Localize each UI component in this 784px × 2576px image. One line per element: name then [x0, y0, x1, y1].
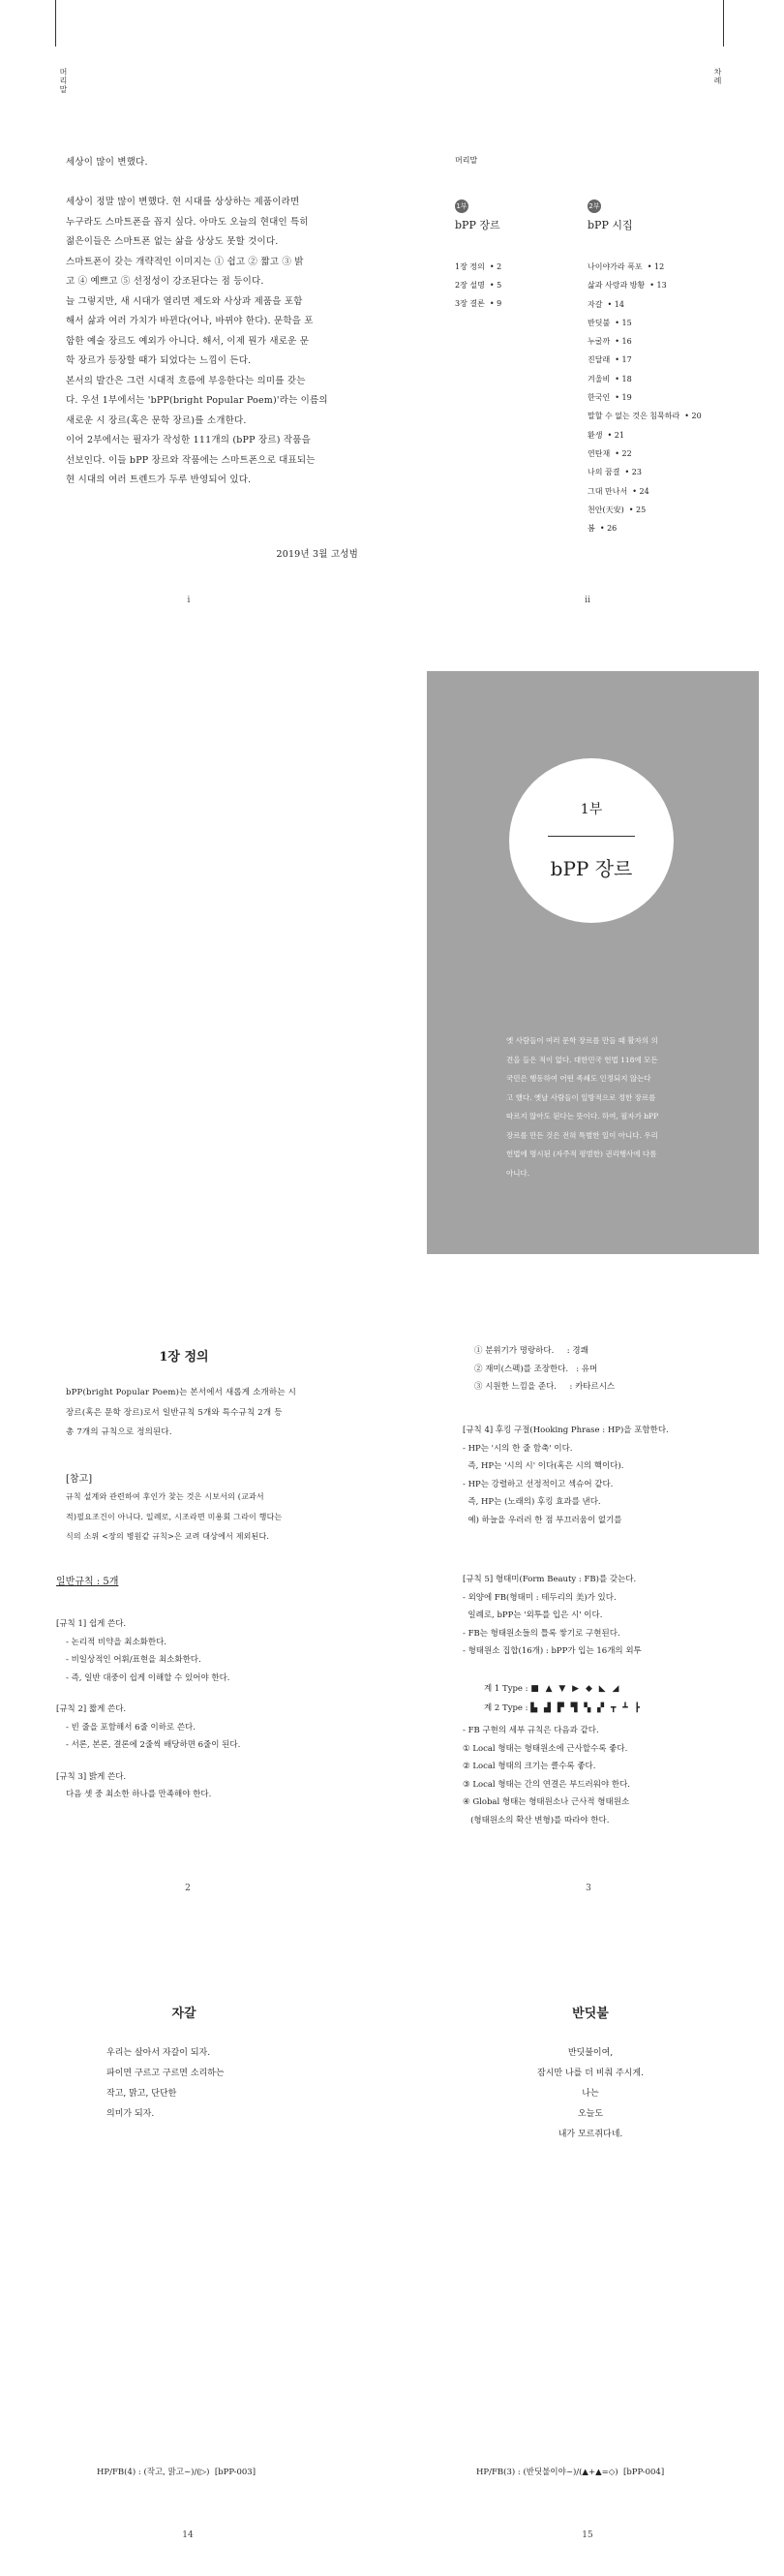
poem-line: 나는 — [582, 2089, 599, 2099]
rule-line: 예) 하늘을 우러러 한 점 부끄러움이 없기를 — [463, 1515, 622, 1525]
rule-spacer — [56, 1687, 376, 1701]
note-line: 적)필요조건이 아니다. 일례로, 시조라면 미용회 그라이 행다는 — [66, 1512, 283, 1521]
preface-line: 고 ④ 예쁘고 ⑤ 선정성이 강조된다는 점 등이다. — [66, 276, 264, 287]
poem-line: 잠시만 나를 더 비춰 주시게. — [537, 2069, 644, 2078]
toc-item: 반딧불 • 15 — [588, 318, 632, 327]
toc-part1-list — [455, 258, 501, 313]
rule-line: [규칙 4] 후킹 구절(Hooking Phrase : HP)을 포함한다. — [463, 1426, 669, 1435]
preface-line: 본서의 발간은 그런 시대적 흐름에 부응한다는 의미를 갖는 — [66, 375, 306, 386]
rule-line: - 비일상적인 어휘/표현을 최소화한다. — [66, 1655, 201, 1665]
poem-line: 우리는 살아서 자갈이 되자. — [106, 2048, 211, 2058]
preface-line: 스마트폰이 갖는 개략적인 이미지는 ① 쉽고 ② 짧고 ③ 밝 — [66, 256, 304, 267]
fb-rules — [463, 1722, 630, 1829]
rule-line: 즉, HP는 '시의 시' 이다(혹은 시의 핵이다). — [463, 1461, 624, 1471]
rule-head: [규칙 1] 쉽게 쓴다. — [56, 1619, 127, 1629]
preface-text — [66, 153, 385, 491]
toc-item: 환생 • 21 — [588, 430, 624, 440]
preface-line: 누구라도 스마트폰을 꼽지 싶다. 아마도 오늘의 현대인 특히 — [66, 216, 309, 228]
poem-line: 파이면 구르고 구르면 소리하는 — [106, 2069, 225, 2078]
rule-item: ① 분위기가 명랑하다. : 경쾌 — [474, 1346, 588, 1356]
page-number-3: 3 — [586, 1884, 591, 1893]
intro-line: 헌법에 명시된 (자주적 평범한) 권리행사에 다름 — [506, 1150, 657, 1158]
page-number-i: i — [187, 596, 191, 605]
poem-jagal-lines — [106, 2043, 225, 2125]
part-title: bPP 장르 — [550, 857, 633, 880]
toc-item: 2장 설명 • 5 — [455, 281, 502, 290]
toc-item: 나이야가라 폭포 • 12 — [588, 262, 665, 271]
intro-line: 옛 사람들이 여러 문학 장르를 만들 때 활자의 의 — [506, 1036, 658, 1045]
part-label: 1부 — [580, 802, 603, 817]
note-head: [참고] — [66, 1474, 93, 1485]
toc-item: 나의 꿈결 • 23 — [588, 468, 642, 477]
general-rules-head: 일반규칙 : 5개 — [56, 1577, 119, 1587]
rule-spacer — [56, 1755, 376, 1768]
part2-title: bPP 시집 — [588, 219, 633, 231]
part-divider-panel — [427, 671, 759, 1254]
note-body — [66, 1487, 385, 1548]
preface-line: 이어 2부에서는 필자가 작성한 111개의 (bPP 장르) 작품을 — [66, 435, 311, 445]
toc-header: 머리말 — [455, 156, 478, 165]
rule-spacer — [56, 1804, 376, 1818]
page-number-2: 2 — [185, 1884, 191, 1893]
rule-line: - 서론, 본론, 결론에 2줄씩 배당하면 6줄이 된다. — [66, 1740, 241, 1750]
intro-line: bPP(bright Popular Poem)는 본서에서 새롭게 소개하는 시 — [66, 1388, 297, 1397]
type2-label: 계 2 Type : — [484, 1703, 528, 1713]
rule-line: 다음 셋 중 최소한 하나를 만족해야 한다. — [66, 1790, 212, 1799]
toc-item: 자갈 • 14 — [588, 299, 624, 309]
rule-line: [규칙 5] 형태미(Form Beauty : FB)를 갖는다. — [463, 1575, 637, 1584]
toc-item: 말할 수 없는 것은 침묵하라 • 20 — [588, 412, 702, 421]
part1-title: bPP 장르 — [455, 219, 500, 231]
poem-title-jagal: 자갈 — [171, 2007, 196, 2021]
intro-line: 총 7개의 규칙으로 정의된다. — [66, 1427, 172, 1437]
rule-line: - FB 구현의 세부 규칙은 다음과 같다. — [463, 1726, 599, 1735]
rules-list — [56, 1615, 376, 1818]
left-page-edge-line — [55, 0, 56, 46]
preface-line: 세상이 정말 많이 변했다. 현 시대를 상상하는 제품이라면 — [66, 197, 300, 207]
toc-part1 — [455, 194, 500, 232]
poem-bandibul-lines — [494, 2043, 687, 2145]
type2-shapes: ▙ ▟ ▛ ▜ ▚ ▞ ┳ ┻ ┣ — [530, 1703, 642, 1713]
rule-line: 즉, HP는 (노래의) 후킹 효과를 낸다. — [463, 1497, 601, 1507]
title-divider — [548, 836, 635, 837]
toc-item: 1장 정의 • 2 — [455, 262, 502, 271]
intro-line: 고 했다. 옛날 사람들이 일방적으로 정한 장르를 — [506, 1092, 656, 1102]
rule3-items — [474, 1342, 615, 1396]
rule-line: - 논리적 비약을 최소화한다. — [66, 1637, 167, 1647]
part-title-circle — [509, 758, 674, 923]
poem-jagal-footer: HP/FB(4) : (작고, 맑고~)/(▷) [bPP-003] — [97, 2468, 256, 2477]
toc-item: 누굴까 • 16 — [588, 337, 632, 347]
toc-item: 3장 결론 • 9 — [455, 299, 502, 308]
preface-line: 늘 그렇지만, 새 시대가 열리면 제도와 사상과 제품을 포함 — [66, 295, 303, 307]
preface-line: 다. 우선 1부에서는 'bPP(bright Popular Poem)'라는 이름의 — [66, 395, 328, 406]
rule-line: - 외양에 FB(형태미 : 테두리의 美)가 있다. — [463, 1592, 617, 1603]
rule-line: - FB는 형태원소들의 틀록 쌓기로 구현된다. — [463, 1628, 620, 1639]
rule-line: ② Local 형태의 크기는 클수록 좋다. — [463, 1762, 596, 1771]
preface-line: 세상이 많이 변했다. — [66, 157, 148, 168]
intro-line: 따르지 않아도 된다는 뜻이다. 하여, 필자가 bPP — [506, 1112, 659, 1120]
intro-line: 장르(혹은 문학 장르)로서 일반규칙 5개와 특수규칙 2개 등 — [66, 1407, 283, 1418]
chapter1-intro — [66, 1383, 376, 1443]
preface-line — [66, 173, 385, 194]
poem-line: 오늘도 — [577, 2109, 604, 2119]
note-line: 식의 소위 <장의 병원같 규칙>은 교려 대상에서 제외된다. — [66, 1532, 270, 1541]
part1-badge: 1부 — [455, 199, 468, 213]
rule-line: ① Local 형태는 형태원소에 근사할수록 좋다. — [463, 1743, 628, 1754]
intro-line: 국민은 행동하여 어떤 족쇄도 인정되지 않는다 — [506, 1074, 651, 1083]
type1-shapes: ■ ▲ ▼ ▶ ◆ ◣ ◢ — [530, 1684, 621, 1694]
rule4 — [463, 1422, 669, 1529]
preface-line: 선보인다. 이들 bPP 장르와 작품에는 스마트폰으로 대표되는 — [66, 454, 316, 466]
rule-line: - 즉, 일반 대중이 쉽게 이해할 수 있어야 한다. — [66, 1672, 230, 1683]
poem-title-bandibul: 반딧불 — [572, 2007, 609, 2021]
rule-line: (형태원소의 확산 변형)를 따라야 한다. — [463, 1815, 610, 1825]
preface-line: 학 장르가 등장할 때가 되었다는 느낌이 든다. — [66, 355, 252, 366]
page-number-14: 14 — [182, 2530, 194, 2540]
type2-row — [484, 1702, 642, 1713]
poem-bandibul-footer: HP/FB(3) : (반딧불이야~)/(▲+▲=◇) [bPP-004] — [476, 2468, 665, 2477]
toc-item: 한국인 • 19 — [588, 393, 632, 403]
rule-line: - 빈 줄을 포함해서 6줄 이하로 쓴다. — [66, 1722, 196, 1733]
page-number-15: 15 — [582, 2530, 593, 2540]
intro-line: 견을 들은 적이 없다. 대한민국 헌법 118에 모든 — [506, 1055, 658, 1064]
toc-item: 봄 • 26 — [588, 524, 618, 534]
poem-line: 의미가 되자. — [106, 2109, 155, 2119]
chapter1-title: 1장 정의 — [159, 1350, 209, 1365]
rule-item: ② 재미(스펙)를 조장한다. : 유머 — [474, 1364, 598, 1374]
type1-row — [484, 1682, 620, 1694]
poem-line: 작고, 맑고, 단단한 — [106, 2089, 177, 2099]
note-line: 규칙 설계와 관련하여 후인가 찾는 것은 시보서의 (교과서 — [66, 1492, 264, 1501]
preface-line: 해서 삶과 여러 가치가 바뀐다(어나, 바뀌야 한다). 문학을 포 — [66, 316, 314, 326]
intro-line: 아니다. — [506, 1168, 530, 1178]
toc-item: 겨울비 • 18 — [588, 374, 632, 383]
rule-head: [규칙 3] 밝게 쓴다. — [56, 1771, 127, 1782]
preface-line: 새로운 시 장르(혹은 문학 장르)를 소개한다. — [66, 414, 247, 426]
rule-line: - 형태원소 집합(16개) : bPP가 입는 16개의 외투 — [463, 1646, 642, 1656]
toc-item: 천안(天安) • 25 — [588, 505, 647, 514]
right-page-edge-line — [723, 0, 724, 46]
toc-item: 삶과 사랑과 방황 • 13 — [588, 281, 667, 291]
preface-line: 함한 예술 장르도 예외가 아니다. 해서, 이제 뭔가 새로운 문 — [66, 335, 310, 347]
rule-line: ④ Global 형태는 형태원소나 근사적 형태원소 — [463, 1797, 630, 1807]
rule-line: ③ Local 형태는 간의 연결은 부드러워야 한다. — [463, 1779, 631, 1790]
rule-head: [규칙 2] 짧게 쓴다. — [56, 1704, 127, 1714]
rule5 — [463, 1571, 642, 1661]
type1-label: 계 1 Type : — [484, 1684, 528, 1694]
toc-item: 진달래 • 17 — [588, 355, 632, 365]
rule-line: 일례로, bPP는 '외투를 입은 시' 이다. — [463, 1610, 603, 1620]
poem-line: 반딧불이여, — [567, 2048, 614, 2058]
toc-item: 그대 만나서 • 24 — [588, 486, 649, 496]
toc-part2-list — [588, 258, 702, 537]
toc-item: 연탄재 • 22 — [588, 448, 632, 458]
page-number-ii: ii — [585, 596, 590, 605]
toc-part2 — [588, 194, 633, 232]
rule-line: - HP는 '시의 한 줄 함축' 이다. — [463, 1443, 573, 1454]
left-running-tab: 머리말 — [59, 68, 68, 94]
preface-line: 현 시대의 여러 트렌드가 두루 반영되어 있다. — [66, 475, 252, 485]
right-running-tab: 차례 — [713, 68, 722, 85]
intro-line: 장르를 만든 것은 전혀 특별한 일이 아니다. 우리 — [506, 1130, 658, 1140]
preface-signature: 2019년 3월 고성범 — [276, 549, 358, 560]
preface-line: 젊은이들은 스마트폰 없는 삶을 상상도 못할 것이다. — [66, 236, 279, 247]
part2-badge: 2부 — [588, 199, 601, 213]
poem-line: 내가 모르쥐다네. — [558, 2130, 623, 2139]
rule-item: ③ 시원한 느낌을 준다. : 카타르시스 — [474, 1382, 616, 1392]
part-intro — [506, 1031, 758, 1182]
rule-line: - HP는 강렬하고 선정적이고 섹슈어 같다. — [463, 1479, 614, 1489]
